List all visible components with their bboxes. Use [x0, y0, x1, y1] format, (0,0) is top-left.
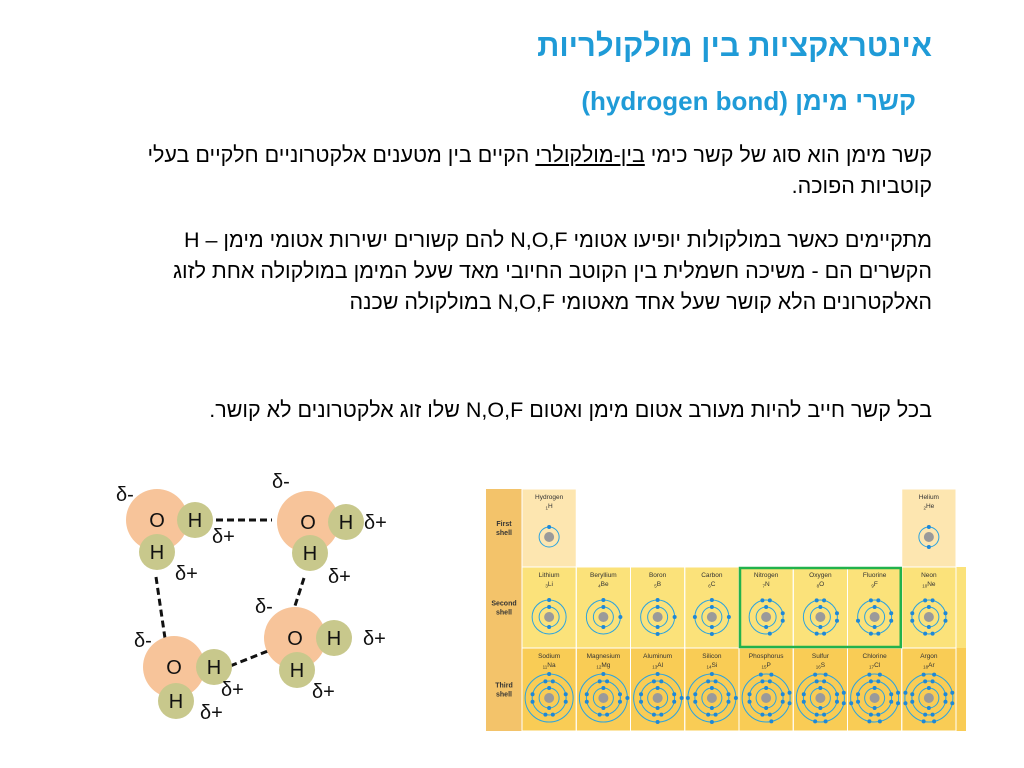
electron	[710, 706, 714, 710]
electron	[547, 525, 551, 529]
electron	[598, 713, 602, 717]
electron	[876, 713, 880, 717]
electron	[748, 700, 752, 704]
nucleus	[924, 693, 934, 703]
electron	[601, 625, 605, 629]
electron	[693, 615, 697, 619]
partial-positive-label: δ+	[328, 566, 351, 588]
electron	[889, 611, 893, 615]
atomic-number: 3	[545, 583, 548, 589]
electron	[710, 605, 714, 609]
nucleus	[653, 693, 663, 703]
electron	[849, 701, 853, 705]
symbol-letters: Al	[657, 662, 664, 669]
atomic-number: 17	[869, 664, 875, 670]
nucleus	[761, 612, 771, 622]
electron	[764, 706, 768, 710]
electron	[889, 692, 893, 696]
symbol-letters: Li	[547, 581, 553, 588]
electron	[822, 713, 826, 717]
element-name: Nitrogen	[753, 572, 779, 579]
electron	[788, 691, 792, 695]
electron	[625, 696, 629, 700]
electron	[818, 706, 822, 710]
electron	[923, 632, 927, 636]
periodic-table-electron-shells	[486, 489, 966, 731]
nucleus	[870, 612, 880, 622]
electron	[889, 700, 893, 704]
shell-label: shell	[496, 530, 512, 537]
element-name: Phosphorus	[748, 653, 784, 660]
electron	[656, 625, 660, 629]
symbol-letters: O	[819, 581, 825, 588]
electron	[598, 679, 602, 683]
electron	[896, 701, 900, 705]
electron	[950, 701, 954, 705]
electron	[876, 632, 880, 636]
electron	[673, 615, 677, 619]
electron	[835, 700, 839, 704]
electron	[547, 605, 551, 609]
symbol-letters: He	[925, 503, 935, 510]
shell-label: Second	[491, 600, 517, 608]
partial-negative-label: δ-	[255, 596, 273, 618]
electron	[618, 615, 622, 619]
electron	[822, 679, 826, 683]
element-name: Carbon	[701, 572, 723, 579]
nucleus	[707, 693, 717, 703]
symbol-letters: F	[873, 581, 878, 588]
electron	[781, 619, 785, 623]
slide-subtitle: קשרי מימן (hydrogen bond)	[581, 86, 916, 116]
electron	[726, 692, 730, 696]
electron	[822, 598, 826, 602]
electron	[706, 713, 710, 717]
electron	[768, 713, 772, 717]
electron	[764, 605, 768, 609]
electron	[656, 686, 660, 690]
element-name: Aluminum	[643, 653, 673, 660]
element-name: Fluorine	[862, 572, 887, 579]
electron	[659, 679, 663, 683]
electron	[652, 713, 656, 717]
atomic-number: 14	[706, 664, 712, 670]
electron	[788, 701, 792, 705]
electron	[943, 692, 947, 696]
shell-label-cell	[486, 567, 522, 648]
electron	[842, 701, 846, 705]
partial-negative-label: δ-	[116, 484, 134, 506]
element-name: Lithium	[538, 572, 560, 579]
hydrogen-label: H	[187, 510, 203, 532]
hydrogen-label: H	[338, 512, 354, 534]
electron	[873, 605, 877, 609]
electron	[686, 696, 690, 700]
nucleus	[815, 693, 825, 703]
atomic-number: 5	[654, 583, 657, 589]
shell-label: shell	[496, 609, 512, 617]
partial-positive-label: δ+	[312, 681, 335, 703]
shell-label: Third	[495, 682, 513, 690]
electron	[818, 686, 822, 690]
electron	[734, 696, 738, 700]
symbol-letters: Ar	[928, 662, 935, 669]
electron	[759, 673, 763, 677]
electron	[869, 713, 873, 717]
electron	[781, 611, 785, 615]
element-name: Silicon	[702, 653, 722, 660]
electron	[768, 598, 772, 602]
electron	[910, 700, 914, 704]
shell-label-cell	[486, 489, 522, 567]
electron	[714, 713, 718, 717]
oxygen-label: O	[287, 628, 303, 650]
electron	[835, 619, 839, 623]
atomic-number: 15	[761, 664, 767, 670]
electron	[869, 679, 873, 683]
electron	[551, 713, 555, 717]
oxygen-label: O	[149, 510, 165, 532]
electron	[714, 679, 718, 683]
nucleus	[815, 612, 825, 622]
electron	[680, 696, 684, 700]
electron	[873, 625, 877, 629]
electron	[943, 619, 947, 623]
electron	[931, 632, 935, 636]
hydrogen-label: H	[302, 543, 318, 565]
electron	[867, 673, 871, 677]
hydrogen-label: H	[289, 660, 305, 682]
hydrogen-bond-line	[293, 578, 304, 612]
atomic-number: 16	[815, 664, 821, 670]
electron	[781, 700, 785, 704]
electron	[706, 679, 710, 683]
electron	[659, 713, 663, 717]
electron	[927, 525, 931, 529]
electron	[656, 706, 660, 710]
electron	[927, 625, 931, 629]
water-hydrogen-bond-diagram	[100, 465, 420, 735]
electron	[943, 700, 947, 704]
atomic-number: 13	[652, 664, 658, 670]
electron	[652, 679, 656, 683]
attraction-line: הקשרים הם - משיכה חשמלית בין הקוטב החיובי מאד שעל המימן במולקולה אחת לזוג האלקטרונים הלא קושר שעל אחד מאטומי N,O,F במולקולה שכנה	[172, 259, 932, 314]
electron	[927, 706, 931, 710]
element-name: Beryllium	[590, 572, 617, 579]
electron	[873, 686, 877, 690]
electron	[764, 625, 768, 629]
partial-positive-label: δ+	[175, 563, 198, 585]
electron	[618, 700, 622, 704]
symbol-letters: Mg	[601, 662, 611, 669]
electron	[639, 692, 643, 696]
electron	[585, 692, 589, 696]
element-name: Magnesium	[586, 653, 621, 660]
electron	[927, 545, 931, 549]
element-name: Argon	[920, 653, 938, 660]
electron	[824, 673, 828, 677]
symbol-letters: P	[766, 662, 771, 669]
electron	[769, 719, 773, 723]
nucleus	[761, 693, 771, 703]
electron	[601, 706, 605, 710]
electron	[710, 672, 714, 676]
electron	[815, 679, 819, 683]
underlined-term: בין-מולקולרי	[535, 143, 645, 167]
electron	[922, 673, 926, 677]
symbol-letters: Ne	[927, 581, 936, 588]
partial-positive-label: δ+	[212, 526, 235, 548]
electron	[876, 679, 880, 683]
electron	[656, 598, 660, 602]
electron	[943, 611, 947, 615]
electron	[710, 598, 714, 602]
electron	[531, 700, 535, 704]
partial-positive-label: δ+	[364, 512, 387, 534]
electron	[710, 686, 714, 690]
partial-positive-label: δ+	[221, 679, 244, 701]
electron	[710, 625, 714, 629]
symbol-letters: H	[548, 503, 553, 510]
definition-text-start: קשר מימן הוא סוג של קשר כימי	[644, 143, 932, 167]
electron	[876, 598, 880, 602]
electron	[531, 692, 535, 696]
symbol-letters: C	[710, 581, 716, 588]
atomic-number: 4	[598, 583, 601, 589]
element-name: Hydrogen	[535, 494, 564, 501]
electron	[910, 611, 914, 615]
definition-paragraph	[92, 140, 932, 202]
symbol-letters: Si	[711, 662, 718, 669]
element-name: Boron	[648, 572, 667, 579]
shell-label: First	[496, 521, 512, 528]
nucleus	[544, 532, 554, 542]
electron	[873, 706, 877, 710]
atomic-number: 9	[871, 583, 874, 589]
nucleus	[924, 612, 934, 622]
symbol-letters: S	[820, 662, 826, 669]
electron	[547, 672, 551, 676]
electron	[923, 598, 927, 602]
electron	[818, 625, 822, 629]
electron	[932, 719, 936, 723]
electron	[802, 700, 806, 704]
electron	[781, 692, 785, 696]
nucleus	[707, 612, 717, 622]
electron	[815, 713, 819, 717]
electron	[923, 713, 927, 717]
electron	[672, 700, 676, 704]
nucleus	[653, 612, 663, 622]
element-name: Sulfur	[811, 653, 829, 660]
electron	[856, 700, 860, 704]
electron	[896, 691, 900, 695]
hydrogen-label: H	[326, 628, 342, 650]
electron	[564, 692, 568, 696]
electron	[931, 598, 935, 602]
symbol-letters: N	[765, 581, 770, 588]
hydrogen-label: H	[149, 542, 165, 564]
electron	[656, 605, 660, 609]
electron	[543, 679, 547, 683]
atomic-number: 2	[923, 505, 926, 511]
electron	[710, 720, 714, 724]
electron	[922, 719, 926, 723]
electron	[748, 692, 752, 696]
atomic-number: 10	[922, 583, 928, 589]
electron	[869, 598, 873, 602]
nucleus	[924, 532, 934, 542]
oxygen-label: O	[166, 657, 182, 679]
electron	[656, 720, 660, 724]
electron	[856, 692, 860, 696]
electron	[818, 605, 822, 609]
electron	[927, 686, 931, 690]
electron	[768, 632, 772, 636]
electron	[601, 605, 605, 609]
element-name: Chlorine	[862, 653, 887, 660]
electron	[878, 673, 882, 677]
electron	[764, 686, 768, 690]
element-name: Oxygen	[809, 572, 832, 579]
electron	[672, 692, 676, 696]
electron	[856, 619, 860, 623]
symbol-letters: Be	[600, 581, 609, 588]
element-name: Sodium	[538, 653, 561, 660]
electron	[543, 713, 547, 717]
atomic-number: 11	[542, 664, 548, 670]
nucleus	[598, 693, 608, 703]
oxygen-label: O	[300, 512, 316, 534]
electron	[769, 673, 773, 677]
electron	[693, 700, 697, 704]
electron	[639, 700, 643, 704]
electron	[601, 598, 605, 602]
element-symbol	[598, 581, 609, 589]
electron	[726, 700, 730, 704]
hydrogen-label: H	[206, 657, 222, 679]
element-symbol	[923, 503, 934, 511]
electron	[656, 672, 660, 676]
electron	[903, 691, 907, 695]
electron	[815, 598, 819, 602]
electron	[564, 700, 568, 704]
hydrogen-bond-line	[156, 577, 166, 645]
electron	[693, 692, 697, 696]
electron	[903, 701, 907, 705]
electron	[923, 679, 927, 683]
electron	[878, 719, 882, 723]
electron	[547, 598, 551, 602]
atomic-number: 18	[923, 664, 929, 670]
shell-label: shell	[496, 691, 512, 699]
period-3-band	[486, 648, 966, 731]
symbol-letters: Na	[547, 662, 556, 669]
slide-title: אינטראקציות בין מולקולריות	[537, 28, 932, 63]
atomic-number: 1	[545, 505, 549, 511]
electron	[815, 632, 819, 636]
conditions-paragraph	[92, 225, 932, 318]
electron	[710, 632, 714, 636]
electron	[551, 679, 555, 683]
electron	[931, 713, 935, 717]
electron	[932, 673, 936, 677]
nucleus	[544, 693, 554, 703]
electron	[605, 679, 609, 683]
electron	[605, 713, 609, 717]
element-name: Neon	[921, 572, 937, 579]
electron	[910, 692, 914, 696]
electron	[842, 691, 846, 695]
hydrogen-label: H	[168, 691, 184, 713]
electron	[910, 619, 914, 623]
electron	[931, 679, 935, 683]
atomic-number: 8	[816, 583, 820, 589]
partial-negative-label: δ-	[134, 630, 152, 652]
electron	[889, 619, 893, 623]
conditions-line: מתקיימים כאשר במולקולות יופיעו אטומי N,O,F להם קשורים ישירות אטומי מימן – H	[183, 228, 932, 252]
partial-negative-label: δ-	[272, 471, 290, 493]
atomic-number: 12	[596, 664, 602, 670]
electron	[585, 700, 589, 704]
electron	[760, 679, 764, 683]
electron	[802, 692, 806, 696]
symbol-letters: Cl	[874, 662, 881, 669]
electron	[867, 719, 871, 723]
electron	[768, 679, 772, 683]
nucleus	[870, 693, 880, 703]
atomic-number: 7	[762, 583, 766, 589]
symbol-letters: B	[656, 581, 662, 588]
electron	[618, 692, 622, 696]
partial-positive-label: δ+	[363, 628, 386, 650]
electron	[547, 625, 551, 629]
electron	[601, 686, 605, 690]
electron	[835, 611, 839, 615]
electron	[760, 598, 764, 602]
electron	[547, 706, 551, 710]
electron	[547, 686, 551, 690]
electron	[760, 713, 764, 717]
electron	[601, 672, 605, 676]
element-name: Helium	[918, 494, 939, 501]
electron	[927, 605, 931, 609]
electron	[822, 632, 826, 636]
electron	[869, 632, 873, 636]
electron	[824, 719, 828, 723]
shell-label-cell	[486, 648, 522, 731]
electron	[950, 691, 954, 695]
electron	[813, 719, 817, 723]
electron	[727, 615, 731, 619]
partial-positive-label: δ+	[200, 702, 223, 724]
nucleus	[544, 612, 554, 622]
electron	[835, 692, 839, 696]
requirement-paragraph: בכל קשר חייב להיות מעורב אטום מימן ואטום N,O,F שלו זוג אלקטרונים לא קושר.	[209, 398, 932, 422]
definition-text-end: הקיים בין מטענים אלקטרוניים חלקיים בעלי קוטביות הפוכה.	[147, 143, 932, 198]
nucleus	[598, 612, 608, 622]
atomic-number: 6	[708, 583, 711, 589]
electron	[813, 673, 817, 677]
electron	[656, 632, 660, 636]
